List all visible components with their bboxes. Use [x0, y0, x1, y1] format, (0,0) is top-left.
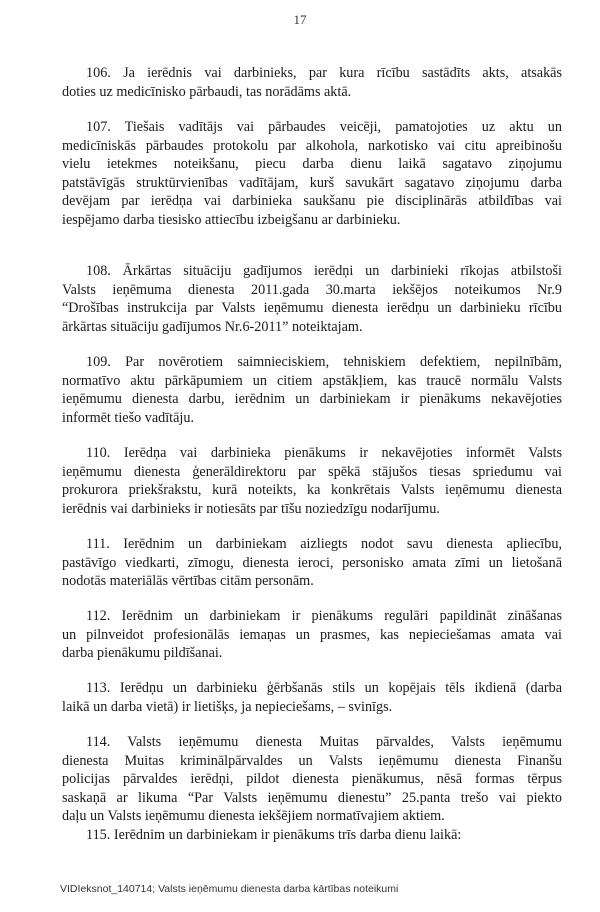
- paragraph-110: [62, 444, 562, 518]
- paragraph-line: 109. Par novērotiem saimnieciskiem, tehniskiem defektiem, nepilnībām,: [86, 354, 562, 370]
- paragraph-line: ieņēmumu dienesta ģenerāldirektoru par spēkā stājušos tiesas spriedumu vai: [62, 463, 562, 480]
- paragraph-line: 106. Ja ierēdnis vai darbinieks, par kura rīcību sastādīts akts, atsakās: [86, 65, 562, 81]
- paragraph-line: normatīvo aktu pārkāpumiem un citiem apstākļiem, kas traucē normālu Valsts: [62, 372, 562, 389]
- paragraph-line: devējam par ierēdņa vai darbinieka saukšanu pie disciplinārās atbildības vai: [62, 193, 562, 209]
- paragraph-line: informēt tiešo vadītāju.: [62, 409, 194, 426]
- paragraph-line: medicīniskās pārbaudes protokolu par alkohola, narkotisko vai citu apreibinošu: [62, 137, 562, 154]
- paragraph-115: [62, 826, 562, 845]
- paragraph-line: 113. Ierēdņu un darbinieku ģērbšanās stils un kopējais tēls ikdienā (darba: [86, 680, 562, 696]
- paragraph-107: [62, 118, 562, 229]
- paragraph-114: [62, 733, 562, 826]
- paragraph-line: 112. Ierēdnim un darbiniekam ir pienākums regulāri papildināt zināšanas: [86, 608, 562, 624]
- paragraph-108: [62, 262, 562, 336]
- paragraph-line: un pilnveidot profesionālās iemaņas un prasmes, kas nepieciešamas amata vai: [62, 626, 562, 643]
- paragraph-line: 114. Valsts ieņēmumu dienesta Muitas pārvaldes, Valsts ieņēmumu: [86, 734, 562, 750]
- paragraph-line: laikā un darba vietā) ir lietišķs, ja nepieciešams, – svinīgs.: [62, 698, 393, 715]
- page-footer: VIDIeksnot_140714; Valsts ieņēmumu dienesta darba kārtības noteikumi: [60, 883, 399, 895]
- paragraph-line: iespējamo darba tiesisko attiecību izbeigšanu ar darbinieku.: [62, 211, 401, 228]
- paragraph-line: saskaņā ar likuma “Par Valsts ieņēmumu dienestu” 25.panta trešo vai piekto: [62, 789, 562, 806]
- paragraph-line: prokurora priekšrakstu, kurā noteikts, ka konkrētais Valsts ieņēmumu dienesta: [62, 482, 562, 498]
- paragraph-line: daļu un Valsts ieņēmumu dienesta iekšējiem normatīvajiem aktiem.: [62, 808, 445, 824]
- paragraph-line: darba pienākumu pildīšanai.: [62, 645, 223, 661]
- paragraph-106: [62, 64, 562, 101]
- paragraph-line: “Drošības instrukcija par Valsts ieņēmumu dienesta ierēdņu un darbinieku rīcību: [62, 300, 562, 316]
- paragraph-line: ierēdnis vai darbinieks ir notiesāts par tīšu noziedzīgu nodarījumu.: [62, 500, 440, 517]
- paragraph-line: 108. Ārkārtas situāciju gadījumos ierēdņi un darbinieki rīkojas atbilstoši: [86, 263, 562, 279]
- paragraph-line: doties uz medicīnisko pārbaudi, tas norādāms aktā.: [62, 83, 352, 100]
- paragraph-109: [62, 353, 562, 427]
- paragraph-line: ieņēmumu dienesta darbu, ierēdnim un darbiniekam ir pienākums nekavējoties: [62, 391, 562, 407]
- paragraph-line: dienesta Muitas kriminālpārvaldes un Valsts ieņēmumu dienesta Finanšu: [62, 752, 562, 769]
- paragraph-line: policijas pārvaldes ierēdņi, pildot dienesta pienākumus, nēsā formas tērpus: [62, 771, 562, 787]
- paragraph-line: vielu ietekmes noteikšanu, piecu darba dienu laikā sagatavo ziņojumu: [62, 156, 562, 172]
- paragraph-111: [62, 535, 562, 591]
- paragraph-line: 111. Ierēdnim un darbiniekam aizliegts nodot savu dienesta apliecību,: [86, 536, 562, 552]
- paragraph-113: [62, 679, 562, 716]
- paragraph-112: [62, 607, 562, 663]
- page-number: 17: [293, 12, 307, 27]
- paragraph-line: patstāvīgās struktūrvienības vadītājam, kurš savukārt sagatavo ziņojumu darba: [62, 174, 562, 191]
- paragraph-line: Valsts ieņēmuma dienesta 2011.gada 30.marta iekšējos noteikumos Nr.9: [62, 281, 562, 298]
- paragraph-line: nodotās materiālās vērtības citām personām.: [62, 573, 314, 589]
- paragraph-line: 115. Ierēdnim un darbiniekam ir pienākums trīs darba dienu laikā:: [86, 827, 462, 843]
- paragraph-line: 110. Ierēdņa vai darbinieka pienākums ir nekavējoties informēt Valsts: [86, 445, 562, 461]
- paragraph-line: pastāvīgo viedkarti, zīmogu, dienesta ieroci, personisko amata zīmi un lietošanā: [62, 554, 562, 571]
- paragraph-line: 107. Tiešais vadītājs vai pārbaudes veicēji, pamatojoties uz aktu un: [86, 119, 562, 135]
- paragraph-line: ārkārtas situāciju gadījumos Nr.6-2011” noteiktajam.: [62, 318, 363, 335]
